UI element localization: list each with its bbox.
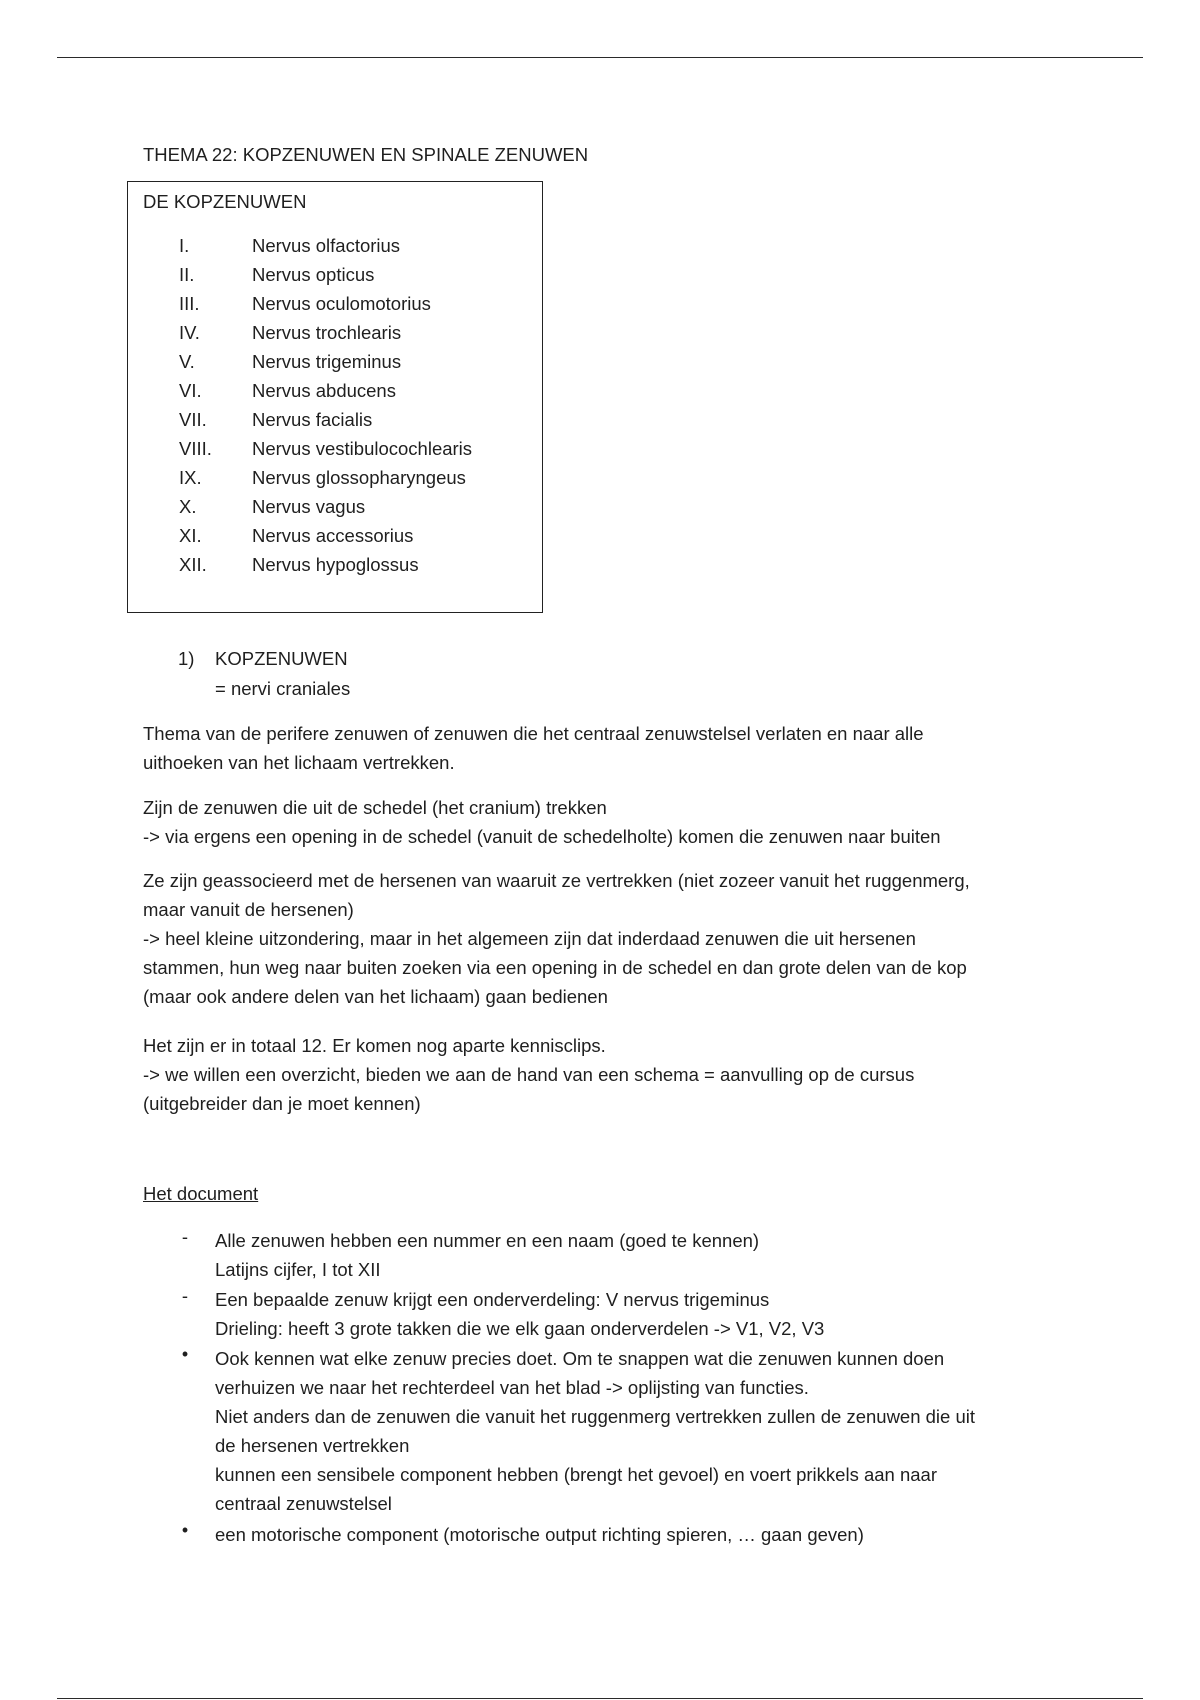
paragraph-line: stammen, hun weg naar buiten zoeken via een opening in de schedel en dan grote delen van de kop: [143, 957, 967, 978]
nerve-name: Nervus facialis: [252, 409, 373, 430]
nerve-name: Nervus opticus: [252, 264, 375, 285]
nerve-name: Nervus abducens: [252, 380, 396, 401]
nerve-name: Nervus trigeminus: [252, 351, 402, 372]
list-item-line: Ook kennen wat elke zenuw precies doet. Om te snappen wat die zenuwen kunnen doen: [215, 1348, 945, 1369]
nerve-number: IX.: [179, 467, 202, 488]
nerve-number: III.: [179, 293, 200, 314]
list-item-line: Niet anders dan de zenuwen die vanuit het ruggenmerg vertrekken zullen de zenuwen die uit: [215, 1406, 976, 1427]
section-subline: = nervi craniales: [215, 678, 351, 699]
list-item-line: Een bepaalde zenuw krijgt een onderverdeling: V nervus trigeminus: [215, 1289, 770, 1310]
nerve-number: X.: [179, 496, 197, 517]
nerve-number: V.: [179, 351, 195, 372]
page-title: THEMA 22: KOPZENUWEN EN SPINALE ZENUWEN: [143, 144, 589, 165]
paragraph-line: -> via ergens een opening in de schedel (vanuit de schedelholte) komen die zenuwen naar buiten: [143, 826, 941, 847]
nerve-name: Nervus hypoglossus: [252, 554, 419, 575]
nerve-number: I.: [179, 235, 190, 256]
nerve-name: Nervus vestibulocochlearis: [252, 438, 473, 459]
dash-marker: -: [181, 1285, 189, 1306]
nerve-number: VIII.: [179, 438, 212, 459]
list-item-line: de hersenen vertrekken: [215, 1435, 410, 1456]
nerve-number: IV.: [179, 322, 200, 343]
paragraph-line: Zijn de zenuwen die uit de schedel (het cranium) trekken: [143, 797, 607, 818]
nerve-number: VI.: [179, 380, 202, 401]
paragraph: [143, 1031, 1063, 1118]
paragraph-line: Ze zijn geassocieerd met de hersenen van waaruit ze vertrekken (niet zozeer vanuit het ruggenmerg,: [143, 870, 970, 891]
nerve-name: Nervus vagus: [252, 496, 366, 517]
nerve-number: VII.: [179, 409, 207, 430]
paragraph: [143, 866, 1063, 1011]
nerve-name: Nervus glossopharyngeus: [252, 467, 466, 488]
dash-marker: -: [181, 1226, 189, 1247]
list-item-line: verhuizen we naar het rechterdeel van het blad -> oplijsting van functies.: [215, 1377, 809, 1398]
nerve-number: XI.: [179, 525, 202, 546]
section-heading: KOPZENUWEN: [215, 648, 348, 669]
list-item-line: Latijns cijfer, I tot XII: [215, 1259, 381, 1280]
list-item-line: Drieling: heeft 3 grote takken die we elk gaan onderverdelen -> V1, V2, V3: [215, 1318, 825, 1339]
paragraph-line: -> heel kleine uitzondering, maar in het algemeen zijn dat inderdaad zenuwen die uit hersenen: [143, 928, 916, 949]
cranial-nerves-box: [127, 181, 543, 613]
paragraph-line: (maar ook andere delen van het lichaam) gaan bedienen: [143, 986, 608, 1007]
bullet-marker: •: [181, 1344, 189, 1364]
list-item-line: kunnen een sensibele component hebben (brengt het gevoel) en voert prikkels aan naar: [215, 1464, 937, 1485]
section-number: 1): [178, 648, 195, 669]
nerve-number: II.: [179, 264, 195, 285]
paragraph-line: Thema van de perifere zenuwen of zenuwen die het centraal zenuwstelsel verlaten en naar alle: [143, 723, 924, 744]
document-heading: Het document: [143, 1183, 259, 1204]
nerve-name: Nervus trochlearis: [252, 322, 402, 343]
paragraph: [143, 793, 1063, 851]
paragraph-line: -> we willen een overzicht, bieden we aan de hand van een schema = aanvulling op de cursus: [143, 1064, 915, 1085]
box-title: DE KOPZENUWEN: [143, 191, 307, 212]
header-rule: [57, 57, 1143, 58]
paragraph-line: (uitgebreider dan je moet kennen): [143, 1093, 421, 1114]
paragraph: [143, 719, 1063, 777]
footer-rule: [57, 1698, 1143, 1699]
list-item-line: Alle zenuwen hebben een nummer en een naam (goed te kennen): [215, 1230, 760, 1251]
paragraph-line: uithoeken van het lichaam vertrekken.: [143, 752, 455, 773]
nerve-number: XII.: [179, 554, 207, 575]
nerve-name: Nervus accessorius: [252, 525, 414, 546]
paragraph-line: Het zijn er in totaal 12. Er komen nog aparte kennisclips.: [143, 1035, 606, 1056]
nerve-name: Nervus olfactorius: [252, 235, 401, 256]
paragraph-line: maar vanuit de hersenen): [143, 899, 354, 920]
bullet-marker: •: [181, 1520, 189, 1540]
list-item-line: centraal zenuwstelsel: [215, 1493, 392, 1514]
nerve-name: Nervus oculomotorius: [252, 293, 431, 314]
list-item-line: een motorische component (motorische output richting spieren, … gaan geven): [215, 1524, 864, 1545]
